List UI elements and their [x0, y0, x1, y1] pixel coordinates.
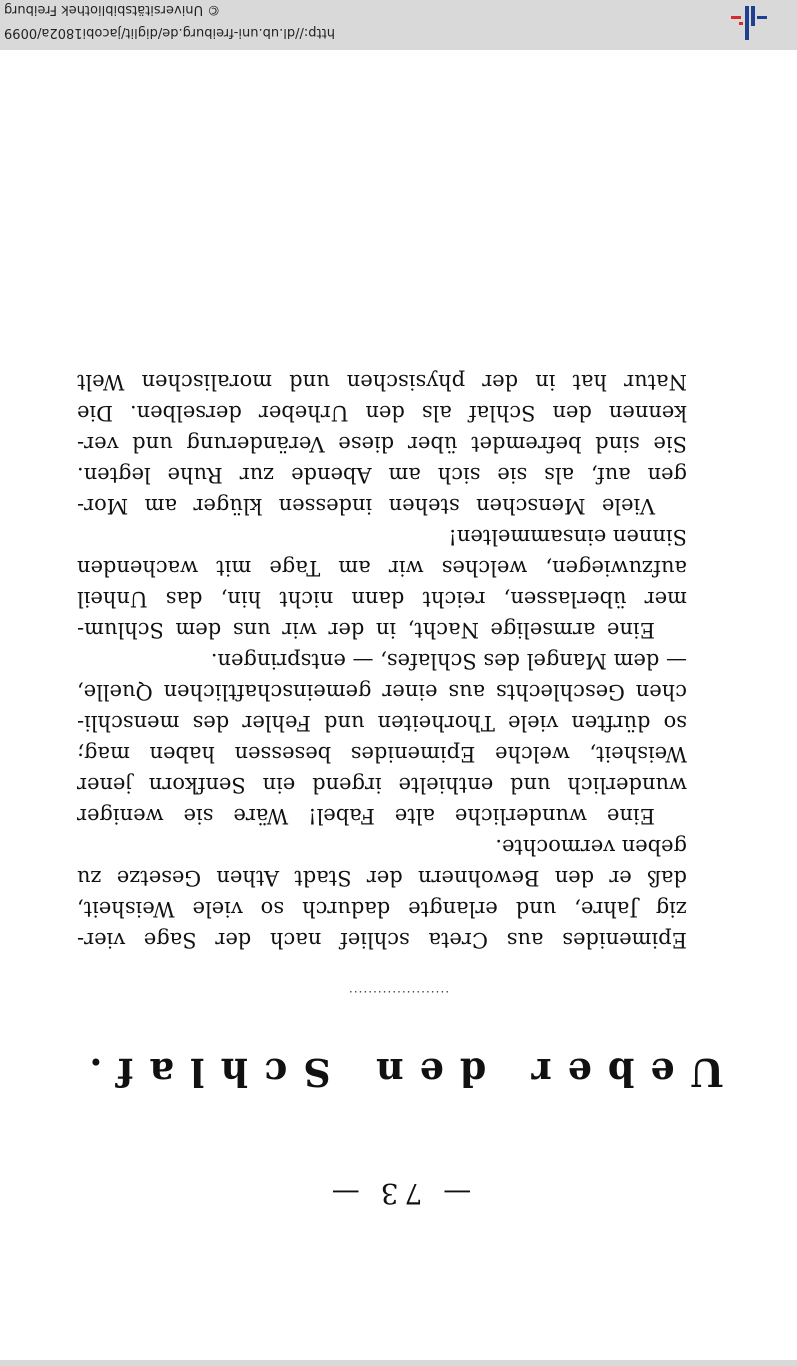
permalink-url[interactable]: http://dl.ub.uni-freiburg.de/diglit/jacobi1802a/0099 [4, 25, 335, 40]
text-line: so dürften viele Thorheiten und Fehler des menschli- [77, 711, 687, 735]
scanned-page [0, 50, 797, 1360]
text-line: geben vermochte. [495, 835, 687, 859]
page-number: — 73 — [325, 1177, 472, 1210]
chapter-title: Ueber den Schlaf. [73, 1050, 724, 1095]
copyright-notice: © Universitätsbibliothek Freiburg [4, 2, 221, 17]
viewer-footer-bar [0, 0, 797, 50]
text-line: Eine armselige Nacht, in der wir uns dem Schlum- [77, 618, 655, 642]
text-line: Sie sind befremdet über diese Veränderung und ver- [77, 432, 687, 456]
viewer-bottom-strip [0, 1360, 797, 1366]
text-line: mer überlassen, reicht dann nicht hin, das Unheil [77, 587, 687, 611]
text-line: Sinnen einsammelten! [448, 525, 687, 549]
body-text [77, 366, 687, 955]
text-line: kennen den Schlaf als den Urheber derselben. Die [77, 401, 687, 425]
text-line: Eine wunderliche alte Fabel! Wäre sie weniger [77, 804, 655, 828]
text-line: Viele Menschen stehen indessen klüger am Mor- [77, 494, 655, 518]
text-line: aufzuwiegen, welches wir am Tage mit wachenden [77, 556, 687, 580]
ornament-divider: ..................... [347, 988, 450, 1002]
text-line: zig Jahre, und erlangte dadurch so viele Weisheit, [77, 897, 687, 921]
text-line: Epimenides aus Creta schlief nach der Sage vier- [77, 928, 687, 952]
text-line: Natur hat in der physischen und moralischen Welt [77, 370, 687, 394]
text-line: Weisheit, welche Epimenides besessen haben mag; [77, 742, 687, 766]
text-line: daß er den Bewohnern der Stadt Athen Gesetze zu [77, 866, 687, 890]
text-line: — dem Mangel des Schlafes, — entspringen. [210, 649, 687, 673]
text-line: wunderlich und enthielte irgend ein Senfkorn jener [77, 773, 687, 797]
ub-freiburg-logo-icon [727, 4, 769, 42]
text-line: gen auf, als sie sich am Abende zur Ruhe legten. [77, 463, 687, 487]
text-line: chen Geschlechts aus einer gemeinschaftlichen Quelle, [77, 680, 687, 704]
